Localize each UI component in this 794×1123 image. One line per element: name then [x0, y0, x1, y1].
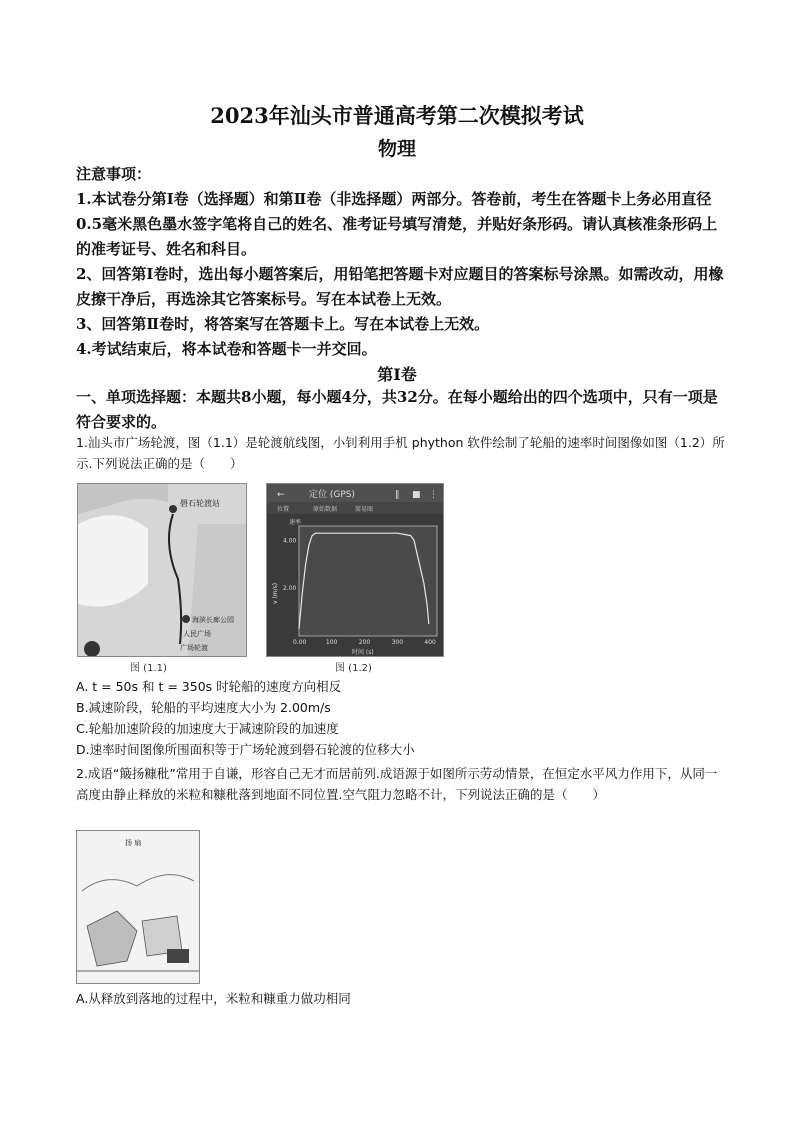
y-tick-label: 2.00: [283, 585, 297, 593]
top-station-label: 礐石轮渡站: [180, 499, 220, 508]
map-water: [78, 515, 148, 606]
section-heading: 一、单项选择题：本题共8小题，每小题4分，共32分。在每小题给出的四个选项中，只有一项是符合要求的。: [76, 388, 718, 431]
x-tick-label: 100: [325, 639, 338, 646]
stop-icon: ■: [412, 490, 421, 500]
x-tick-label: 400: [424, 639, 436, 646]
x-tick-label: 300: [391, 639, 404, 646]
winnowing-illustration: [76, 830, 200, 984]
notes-heading: 注意事项：: [76, 165, 152, 183]
illustration-title: 扬 扇: [125, 839, 142, 847]
y-axis-label: v (m/s): [272, 582, 279, 604]
series-label: 速率: [289, 519, 302, 526]
question-1-option-c: C.轮船加速阶段的加速度大于减速阶段的加速度: [76, 721, 339, 736]
figure-1-1-caption: 图 (1.1): [130, 663, 167, 674]
back-arrow-icon: ←: [277, 490, 285, 500]
notes-item: 1.本试卷分第Ⅰ卷（选择题）和第Ⅱ卷（非选择题）两部分。答卷前，考生在答题卡上务必用直径0.5毫米黑色墨水签字笔将自己的姓名、准考证号填写清楚，并贴好条形码。请认真核准条形码上的准考证号、姓名和科目。: [76, 190, 718, 258]
question-1-text: 1.汕头市广场轮渡，图（1.1）是轮渡航线图，小钊利用手机 phython 软件绘制了轮船的速率时间图像如图（1.2）所示.下列说法正确的是（ ）: [76, 435, 725, 471]
notes-item: 3、回答第Ⅱ卷时，将答案写在答题卡上。写在本试卷上无效。: [76, 315, 490, 333]
plaza-label: 人民广场: [183, 630, 211, 638]
tab-position: 位置: [277, 506, 290, 513]
plot-area: [299, 526, 437, 636]
exam-title: 2023年汕头市普通高考第二次模拟考试: [210, 103, 584, 128]
tab-raw-data: 原始数据: [313, 506, 338, 513]
park-label: 海滨长廊公园: [192, 616, 234, 624]
question-1-option-d: D.速率时间图像所围面积等于广场轮渡到礐石轮渡的位移大小: [76, 742, 415, 757]
park-marker: [182, 615, 190, 623]
menu-icon: ⋮: [429, 490, 438, 500]
pause-icon: ‖: [395, 490, 400, 500]
question-1-option-b: B.减速阶段，轮船的平均速度大小为 2.00m/s: [76, 700, 331, 715]
app-title: 定位 (GPS): [309, 490, 355, 500]
ferry-route-map: [77, 483, 247, 657]
bottom-station-label: 广场轮渡: [180, 644, 208, 652]
figure-1-2-caption: 图 (1.2): [335, 663, 372, 674]
question-1-option-a: A. t = 50s 和 t = 350s 时轮船的速度方向相反: [76, 679, 342, 694]
notes-item: 2、回答第Ⅰ卷时，选出每小题答案后，用铅笔把答题卡对应题目的答案标号涂黑。如需改动，用橡皮擦干净后，再选涂其它答案标号。写在本试卷上无效。: [76, 265, 724, 308]
x-tick-label: 0.00: [293, 639, 307, 646]
exam-subject: 物理: [377, 138, 416, 160]
x-tick-label: 200: [358, 639, 371, 646]
notes-item: 4.考试结束后，将本试卷和答题卡一并交回。: [76, 340, 377, 358]
question-1-stem: [76, 432, 726, 474]
question-2-stem: [76, 763, 726, 805]
x-axis-label: 时间 (s): [352, 649, 374, 656]
question-2-text: 2.成语“簸扬糠秕”常用于自谦，形容自己无才而居前列.成语源于如图所示劳动情景，在恒定水平风力作用下，从同一高度由静止释放的米粒和糠秕落到地面不同位置.空气阻力忽略不计，下列说法正确的是（ ）: [76, 766, 718, 802]
notes-block: [76, 162, 726, 362]
question-2-option-a: A.从释放到落地的过程中，米粒和糠重力做功相同: [76, 991, 351, 1006]
illustration-basket: [167, 949, 189, 963]
volume-heading: 第Ⅰ卷: [377, 365, 417, 384]
speed-time-chart: [266, 483, 444, 657]
map-corner-icon: [84, 641, 100, 657]
tab-simple-plot: 简易图: [355, 506, 374, 513]
y-tick-label: 4.00: [283, 537, 297, 545]
top-station-marker: [169, 505, 177, 513]
